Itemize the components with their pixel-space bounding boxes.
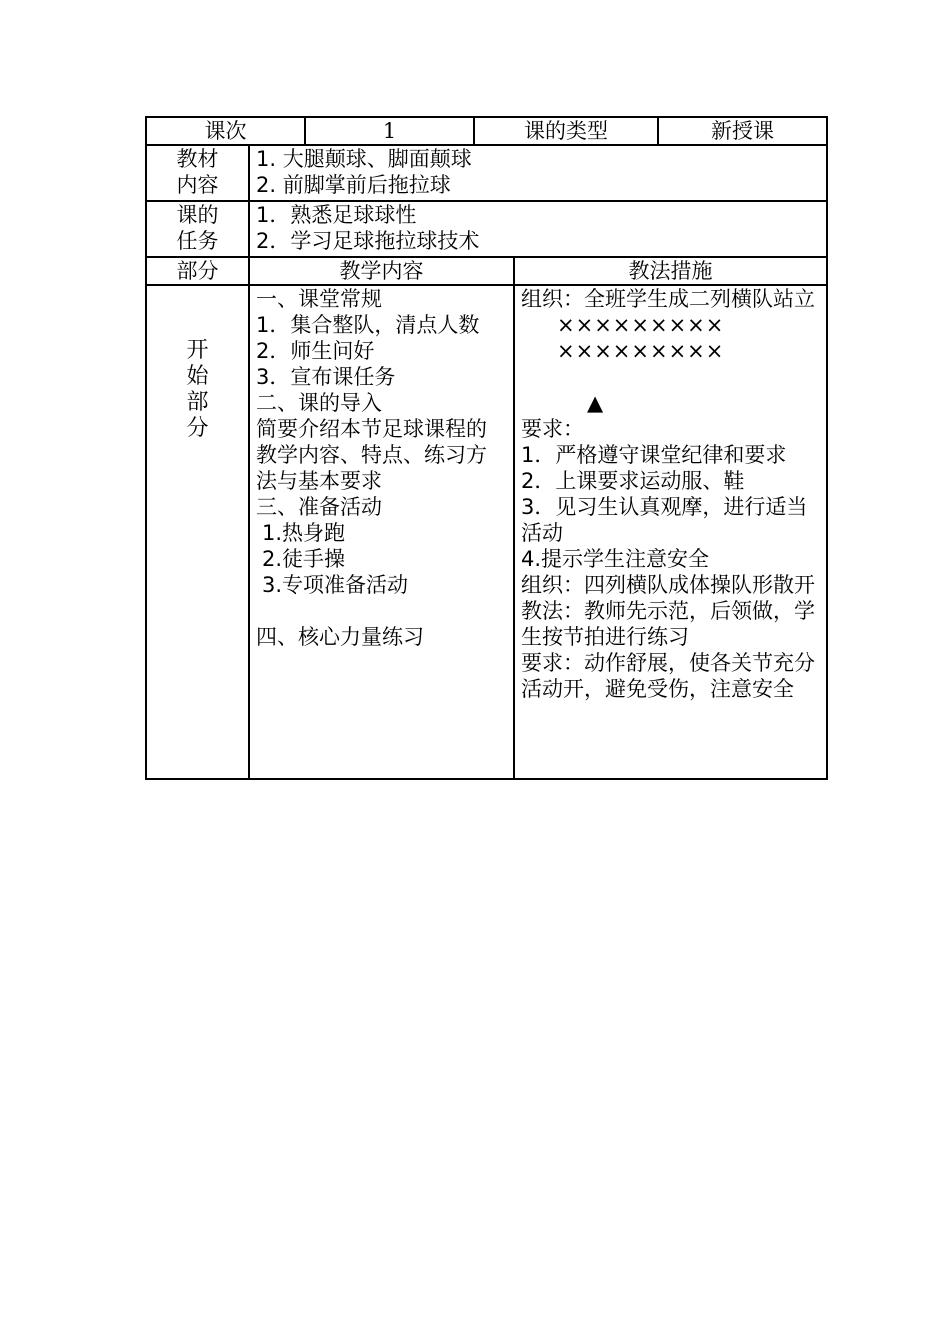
list-item: 1．集合整队，清点人数 <box>256 313 480 337</box>
opening-part-label <box>146 285 249 779</box>
list-item: 3.专项准备活动 <box>262 573 409 597</box>
lesson-type-label: 课的类型 <box>474 117 658 145</box>
opening-section-row <box>146 285 827 779</box>
lesson-type-value: 新授课 <box>658 117 827 145</box>
requirement-item: 3．见习生认真观摩，进行适当活动 <box>521 495 808 545</box>
method-text: 教法：教师先示范，后领做，学生按节拍进行练习 <box>521 599 815 649</box>
requirement-text: 要求：动作舒展，使各关节充分活动开，避免受伤，注意安全 <box>521 651 815 701</box>
tasks-row <box>146 201 827 257</box>
column-content: 教学内容 <box>249 257 514 285</box>
section-title: 二、课的导入 <box>256 391 382 415</box>
materials-label <box>146 145 249 201</box>
spacer <box>256 598 507 624</box>
tasks-item: 2．学习足球拖拉球技术 <box>256 229 480 253</box>
part-char: 开 <box>186 338 209 363</box>
header-row <box>146 117 827 145</box>
materials-label-line: 内容 <box>176 173 219 197</box>
tasks-content <box>249 201 827 257</box>
requirement-item: 1．严格遵守课堂纪律和要求 <box>521 443 787 467</box>
tasks-label <box>146 201 249 257</box>
part-char: 始 <box>186 364 209 389</box>
requirement-title: 要求： <box>521 417 584 441</box>
tasks-item: 1．熟悉足球球性 <box>256 203 417 227</box>
materials-content <box>249 145 827 201</box>
list-item: 2．师生问好 <box>256 339 375 363</box>
materials-item: 2. 前脚掌前后拖拉球 <box>256 173 451 197</box>
materials-item: 1. 大腿颠球、脚面颠球 <box>256 147 472 171</box>
part-char: 部 <box>186 390 209 415</box>
column-header-row <box>146 257 827 285</box>
lesson-no-value: 1 <box>305 117 474 145</box>
section-title: 四、核心力量练习 <box>256 625 424 649</box>
formation-row: ××××××××× <box>557 339 725 363</box>
requirement-item: 2．上课要求运动服、鞋 <box>521 469 745 493</box>
section-title: 三、准备活动 <box>256 495 382 519</box>
intro-text: 简要介绍本节足球课程的教学内容、特点、练习方法与基本要求 <box>256 417 487 493</box>
organization-text: 组织：全班学生成二列横队站立 <box>521 287 815 311</box>
opening-content <box>249 285 514 779</box>
organization-text: 组织：四列横队成体操队形散开 <box>521 573 815 597</box>
materials-label-line: 教材 <box>176 147 219 171</box>
list-item: 1.热身跑 <box>262 521 346 545</box>
section-title: 一、课堂常规 <box>256 287 382 311</box>
column-method: 教法措施 <box>514 257 827 285</box>
spacer <box>521 364 820 390</box>
list-item: 3．宣布课任务 <box>256 365 396 389</box>
part-char: 分 <box>186 416 209 441</box>
materials-row <box>146 145 827 201</box>
opening-method <box>514 285 827 779</box>
formation-row: ××××××××× <box>557 313 725 337</box>
tasks-label-line: 任务 <box>176 229 219 253</box>
teacher-marker-icon: ▲ <box>587 391 604 415</box>
column-part: 部分 <box>146 257 249 285</box>
requirement-item: 4.提示学生注意安全 <box>521 547 710 571</box>
tasks-label-line: 课的 <box>176 203 219 227</box>
list-item: 2.徒手操 <box>262 547 346 571</box>
lesson-no-label: 课次 <box>146 117 305 145</box>
lesson-plan-table <box>145 116 828 780</box>
